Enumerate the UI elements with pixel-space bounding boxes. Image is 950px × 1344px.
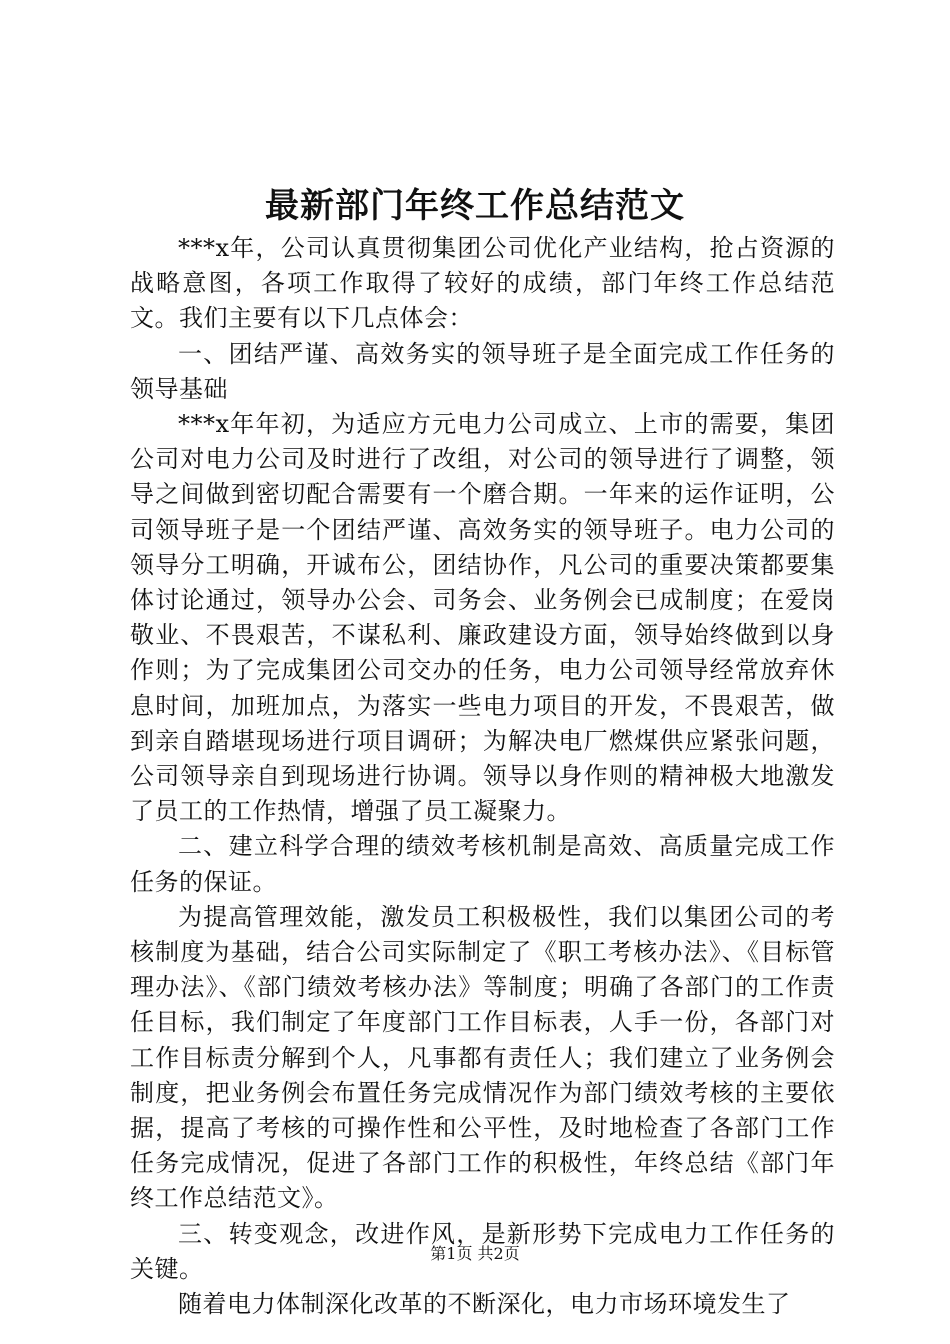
section-heading-1: 一、团结严谨、高效务实的领导班子是全面完成工作任务的领导基础 [130, 339, 835, 403]
paragraph-leadership: ***x年年初，为适应方元电力公司成立、上市的需要，集团公司对电力公司及时进行了改组，对公司的领导进行了调整，领导之间做到密切配合需要有一个磨合期。一年来的运作证明，公司领导班子是一个团结严谨、高效务实的领导班子。电力公司的领导分工明确，开诚布公，团结协作，凡公司的重要决策都要集体讨论通过，领导办公会、司务会、业务例会已成制度；在爱岗敬业、不畏艰苦，不谋私利、廉政建设方面，领导始终做到以身作则；为了完成集团公司交办的任务，电力公司领导经常放弃休息时间，加班加点，为落实一些电力项目的开发，不畏艰苦，做到亲自踏堪现场进行项目调研；为解决电厂燃煤供应紧张问题，公司领导亲自到现场进行协调。领导以身作则的精神极大地激发了员工的工作热情，增强了员工凝聚力。 [130, 410, 835, 826]
document-body [130, 231, 835, 1322]
section-heading-3: 三、转变观念，改进作风，是新形势下完成电力工作任务的关键。 [130, 1219, 835, 1283]
document-title: 最新部门年终工作总结范文 [265, 186, 685, 226]
paragraph-assessment: 为提高管理效能，激发员工积极极性，我们以集团公司的考核制度为基础，结合公司实际制定了《职工考核办法》、《目标管理办法》、《部门绩效考核办法》等制度；明确了各部门的工作责任目标，我们制定了年度部门工作目标表，人手一份，各部门对工作目标责分解到个人，凡事都有责任人；我们建立了业务例会制度，把业务例会布置任务完成情况作为部门绩效考核的主要依据，提高了考核的可操作性和公平性，及时地检查了各部门工作任务完成情况，促进了各部门工作的积极性，年终总结《部门年终工作总结范文》。 [130, 902, 835, 1213]
section-heading-2: 二、建立科学合理的绩效考核机制是高效、高质量完成工作任务的保证。 [130, 832, 835, 896]
paragraph-reform: 随着电力体制深化改革的不断深化，电力市场环境发生了 [178, 1290, 791, 1319]
page-number-footer: 第1页 共2页 [430, 1244, 520, 1263]
paragraph-intro: ***x年，公司认真贯彻集团公司优化产业结构，抢占资源的战略意图，各项工作取得了较好的成绩，部门年终工作总结范文。我们主要有以下几点体会： [130, 234, 835, 333]
